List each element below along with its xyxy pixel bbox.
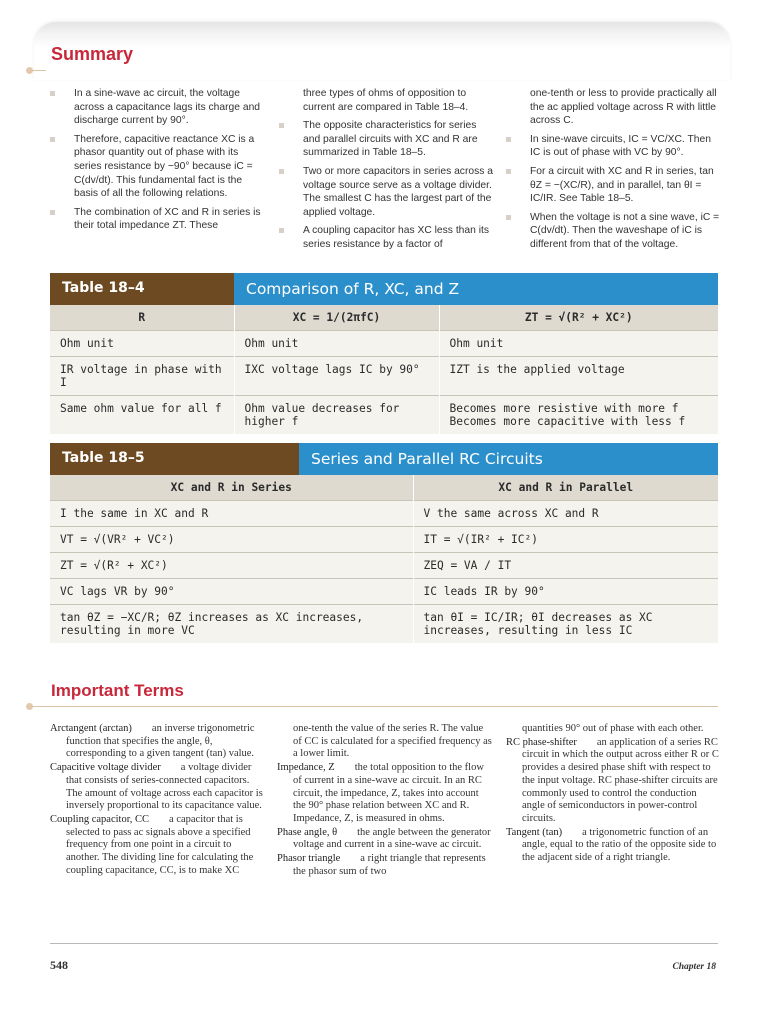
table-cell: Ohm unit: [439, 331, 718, 357]
footer-rule: [50, 943, 718, 944]
table-row: [50, 396, 718, 435]
table-18-4-label: Table 18–4: [50, 273, 234, 305]
term-entry: Capacitive voltage divider a voltage divider that consists of series-connected capacitors. The amount of voltage across each capacitor is inversely proportional to its capacitance value.: [50, 762, 263, 812]
column-header: R: [50, 305, 234, 331]
column-header: XC and R in Parallel: [498, 481, 634, 494]
table-cell: IC leads IR by 90°: [413, 579, 718, 605]
table-row: [50, 527, 718, 553]
table-18-4: [50, 305, 718, 434]
table-18-5-label: Table 18–5: [50, 443, 299, 475]
summary-bullet: A coupling capacitor has XC less than its series resistance by a factor of: [279, 224, 494, 251]
summary-bullet: When the voltage is not a sine wave, iC = C(dv/dt). Then the waveshape of iC is different from that of the voltage.: [506, 211, 721, 252]
terms-column-1: [50, 723, 265, 878]
section-rule: [30, 706, 718, 707]
table-cell: Ohm value decreases for higher f: [234, 396, 439, 435]
section-rule: [30, 70, 46, 71]
summary-bullet: Two or more capacitors in series across a voltage source serve as a voltage divider. The smallest C has the largest part of the applied voltage.: [279, 165, 494, 219]
table-cell: Same ohm value for all f: [50, 396, 234, 435]
summary-bullet: Therefore, capacitive reactance XC is a phasor quantity out of phase with its series resistance by −90° because iC = C(dv/dt). This fundamental fact is the basis of all the following relations.: [50, 133, 265, 201]
table-row: [50, 331, 718, 357]
term-entry-continued: quantities 90° out of phase with each other.: [522, 723, 704, 734]
table-cell: VT = √(VR² + VC²): [50, 527, 413, 553]
table-cell: Ohm unit: [50, 331, 234, 357]
column-header: ZT = √(R² + XC²): [524, 311, 633, 324]
table-cell: IXC voltage lags IC by 90°: [234, 357, 439, 396]
term-entry: Impedance, Z the total opposition to the flow of current in a sine-wave ac circuit. In an RC circuit, the impedance, Z, takes into account the 90° phase relation between XC and R. Impedance, Z, is measured in ohms.: [277, 762, 484, 824]
summary-bullet: The combination of XC and R in series is their total impedance ZT. These: [50, 206, 265, 233]
table-header-row: [50, 305, 718, 331]
table-cell: Ohm unit: [234, 331, 439, 357]
column-header: XC = 1/(2πfC): [234, 305, 439, 331]
table-cell: ZEQ = VA / IT: [413, 553, 718, 579]
table-row: [50, 501, 718, 527]
table-cell: VC lags VR by 90°: [50, 579, 413, 605]
table-cell: IZT is the applied voltage: [439, 357, 718, 396]
table-18-5: [50, 475, 718, 643]
table-cell: ZT = √(R² + XC²): [50, 553, 413, 579]
summary-bullet: In a sine-wave ac circuit, the voltage across a capacitance lags its charge and discharge current by 90°.: [50, 87, 265, 128]
term-entry-continued: one-tenth the value of the series R. The value of CC is calculated for a specified frequency as a lower limit.: [293, 723, 492, 760]
table-row: [50, 553, 718, 579]
summary-column-2: [279, 87, 494, 257]
table-cell: I the same in XC and R: [50, 501, 413, 527]
table-cell: IR voltage in phase with I: [50, 357, 234, 396]
term-entry: Tangent (tan) a trigonometric function of an angle, equal to the ratio of the opposite side to the adjacent side of a right triangle.: [506, 826, 717, 864]
summary-bullet: For a circuit with XC and R in series, tan θZ = −(XC/R), and in parallel, tan θI = IC/IR. See Table 18–5.: [506, 165, 721, 206]
column-header: XC and R in Series: [50, 475, 413, 501]
table-cell: tan θI = IC/IR; θI decreases as XC increases, resulting in less IC: [413, 605, 718, 644]
table-header-row: [50, 475, 718, 501]
table-18-4-title: Comparison of R, XC, and Z: [234, 273, 718, 305]
summary-bullet: In sine-wave circuits, IC = VC/XC. Then IC is out of phase with VC by 90°.: [506, 133, 721, 160]
table-cell: tan θZ = −XC/R; θZ increases as XC increases, resulting in more VC: [50, 605, 413, 644]
terms-column-2: [277, 723, 492, 879]
summary-column-1: [50, 87, 265, 238]
table-row: [50, 357, 718, 396]
term-entry: Arctangent (arctan) an inverse trigonometric function that specifies the angle, θ, corresponding to a given tangent (tan) value.: [50, 723, 255, 760]
summary-bullet-continued: three types of ohms of opposition to current are compared in Table 18–4.: [303, 88, 469, 113]
table-cell: V the same across XC and R: [413, 501, 718, 527]
page-number: 548: [50, 958, 68, 972]
summary-column-3: [506, 87, 721, 257]
table-row: [50, 605, 718, 644]
chapter-label: Chapter 18: [672, 962, 716, 972]
summary-header-tab: [34, 22, 730, 80]
term-entry: Phase angle, θ the angle between the generator voltage and current in a sine-wave ac circuit.: [277, 826, 491, 851]
summary-bullet-continued: one-tenth or less to provide practically all the ac applied voltage across R with little across C.: [530, 88, 717, 127]
term-entry: Coupling capacitor, CC a capacitor that is selected to pass ac signals above a specified frequency from one point in a circuit to another. The dividing line for calculating the coupling capacitance, CC, is to make XC: [50, 813, 254, 876]
table-cell: IT = √(IR² + IC²): [413, 527, 718, 553]
summary-title: Summary: [51, 44, 134, 64]
table-row: [50, 579, 718, 605]
important-terms-title: Important Terms: [51, 681, 184, 700]
summary-bullet: The opposite characteristics for series and parallel circuits with XC and R are summarized in Table 18–5.: [279, 119, 494, 160]
terms-column-3: [506, 723, 719, 866]
term-entry: RC phase-shifter an application of a series RC circuit in which the output across either R or C provides a desired phase shift with respect to the input voltage. RC phase-shifter circuits are commonly used to control the conduction angle of semiconductors in power-control circuits.: [506, 736, 719, 824]
table-cell: Becomes more resistive with more f Becomes more capacitive with less f: [439, 396, 718, 435]
term-entry: Phasor triangle a right triangle that represents the phasor sum of two: [277, 853, 486, 877]
table-18-5-title: Series and Parallel RC Circuits: [299, 443, 718, 475]
